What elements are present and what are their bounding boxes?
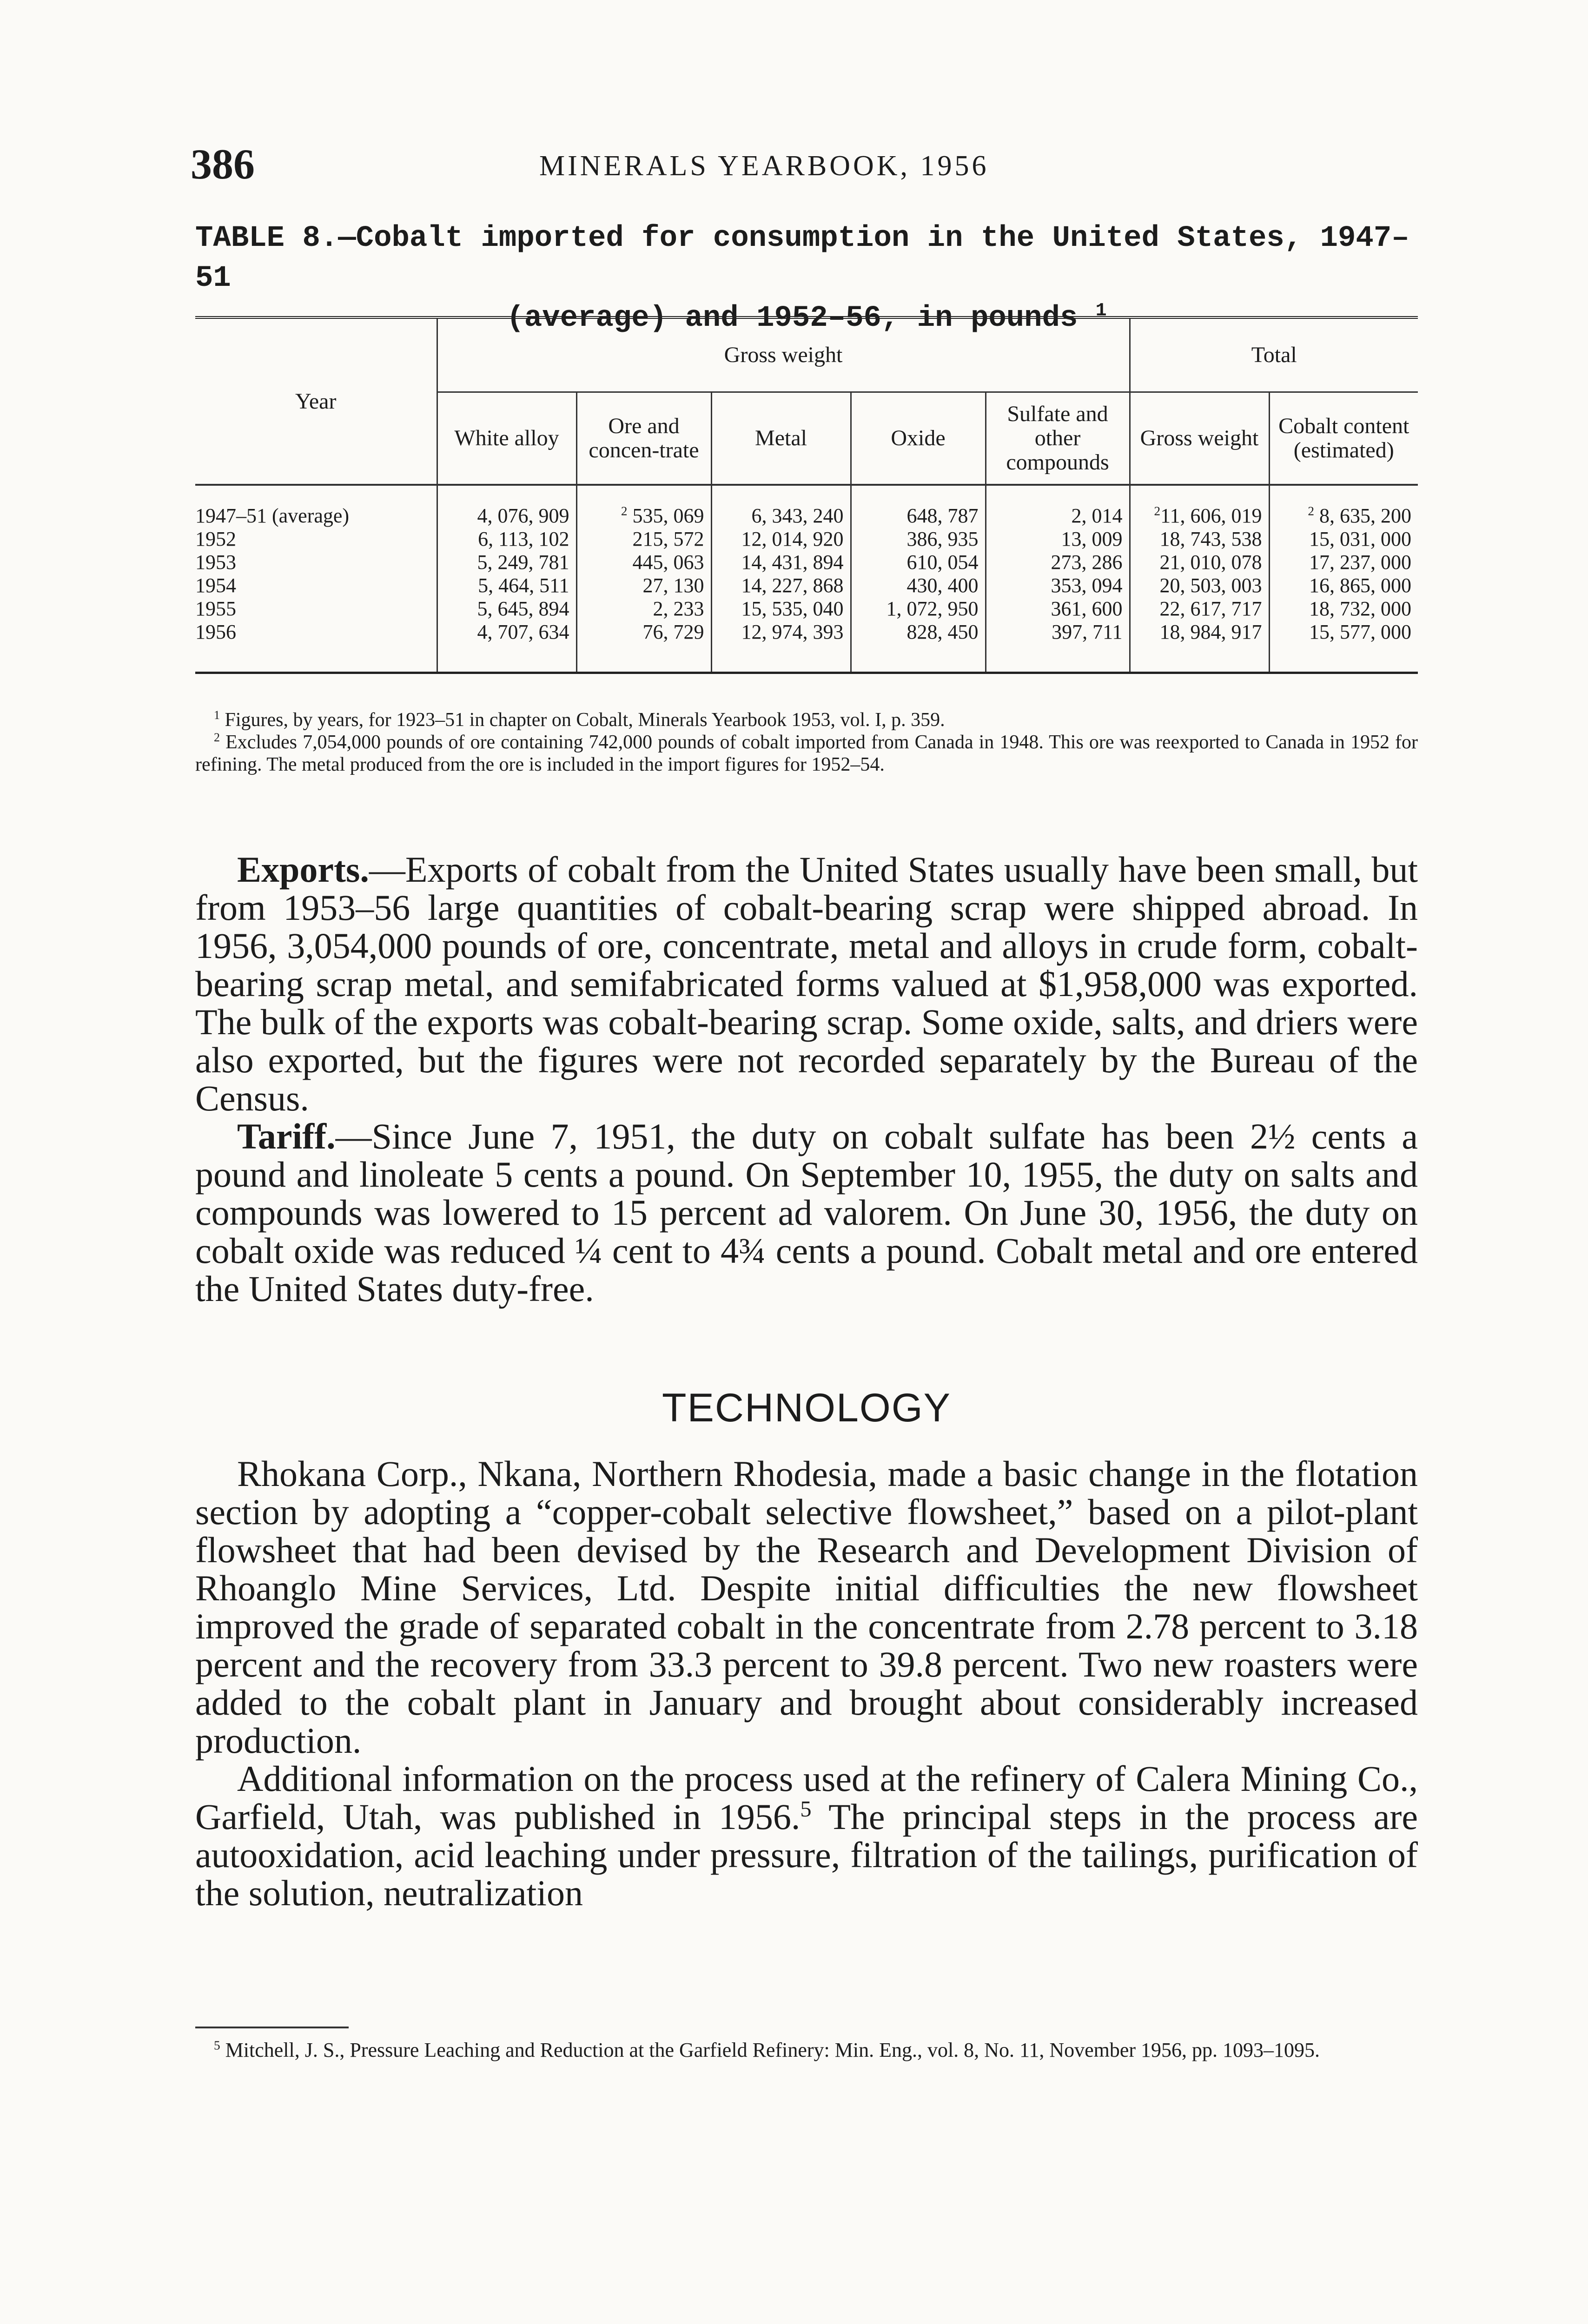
table-note-1-text: Figures, by years, for 1923–51 in chapter on Cobalt, Minerals Yearbook 1953, vol. I, p. 359. bbox=[225, 709, 945, 731]
cell-white-alloy: 4, 076, 909 bbox=[437, 485, 576, 528]
footnote-5-text: Mitchell, J. S., Pressure Leaching and Reduction at the Garfield Refinery: Min. Eng., vol. 8, No. 11, November 1956, pp. 1093–1095. bbox=[225, 2039, 1320, 2061]
page-footnote bbox=[195, 2038, 1418, 2062]
table-row bbox=[195, 597, 1418, 621]
table-note-2 bbox=[195, 731, 1418, 776]
total-group-header: Total bbox=[1130, 317, 1418, 392]
cell-white-alloy: 6, 113, 102 bbox=[437, 528, 576, 551]
cell-metal: 12, 014, 920 bbox=[711, 528, 851, 551]
technology-paragraph-1: Rhokana Corp., Nkana, Northern Rhodesia, made a basic change in the flotation section by adopting a “copper-cobalt selective flowsheet,” based on a pilot-plant flowsheet that had been devised by the Research and Development Division of Rhoanglo Mine Services, Ltd. Despite initial difficulties the new flowsheet improved the grade of separated cobalt in the concentrate from 2.78 percent to 3.18 percent and the recovery from 33.3 percent to 39.8 percent. Two new roasters were added to the cobalt plant in January and brought about considerably increased production. bbox=[195, 1453, 1418, 1761]
exports-label: Exports. bbox=[237, 849, 369, 890]
table-title-note: 1 bbox=[1095, 300, 1107, 321]
cell-cobalt-wrap bbox=[1269, 485, 1418, 528]
table-row bbox=[195, 621, 1418, 673]
col-metal: Metal bbox=[711, 392, 851, 485]
cell-sulfate: 2, 014 bbox=[986, 485, 1130, 528]
cell-metal: 12, 974, 393 bbox=[711, 621, 851, 673]
cell-ore: 76, 729 bbox=[576, 621, 711, 673]
table-row bbox=[195, 528, 1418, 551]
table-footnotes bbox=[195, 709, 1418, 776]
cell-year: 1952 bbox=[195, 528, 236, 550]
exports-tariff-section bbox=[195, 851, 1418, 1308]
col-cobalt-content: Cobalt content (estimated) bbox=[1269, 392, 1418, 485]
cobalt-note-marker: 2 bbox=[1308, 504, 1314, 518]
cell-white-alloy: 5, 249, 781 bbox=[437, 551, 576, 574]
cell-sulfate: 353, 094 bbox=[986, 574, 1130, 597]
cell-ore-wrap bbox=[576, 485, 711, 528]
footnote-5 bbox=[195, 2038, 1418, 2062]
tariff-text: —Since June 7, 1951, the duty on cobalt sulfate has been 2½ cents a pound and linoleate 5 cents a pound. On September 10, 1955, the duty on salts and compounds was lowered to 15 percent ad valorem. On June 30, 1956, the duty on cobalt oxide was reduced ¼ cent to 4¾ cents a pound. Cobalt metal and ore entered the United States duty-free. bbox=[195, 1116, 1418, 1309]
cell-metal: 6, 343, 240 bbox=[711, 485, 851, 528]
gross-note-marker: 2 bbox=[1154, 504, 1161, 518]
cell-cobalt: 17, 237, 000 bbox=[1269, 551, 1418, 574]
cell-oxide: 828, 450 bbox=[851, 621, 986, 673]
cell-gross: 18, 984, 917 bbox=[1130, 621, 1269, 673]
cell-metal: 14, 431, 894 bbox=[711, 551, 851, 574]
cell-cobalt: 8, 635, 200 bbox=[1319, 504, 1411, 527]
cell-sulfate: 397, 711 bbox=[986, 621, 1130, 673]
cell-sulfate: 273, 286 bbox=[986, 551, 1130, 574]
cell-gross: 21, 010, 078 bbox=[1130, 551, 1269, 574]
table-note-1 bbox=[195, 709, 1418, 731]
table-note-2-marker: 2 bbox=[214, 731, 220, 744]
cell-year: 1947–51 (average) bbox=[195, 504, 350, 527]
tariff-paragraph bbox=[195, 1117, 1418, 1308]
cell-white-alloy: 5, 464, 511 bbox=[437, 574, 576, 597]
col-white-alloy: White alloy bbox=[437, 392, 576, 485]
col-oxide: Oxide bbox=[851, 392, 986, 485]
cell-ore: 535, 069 bbox=[632, 504, 704, 527]
technology-section bbox=[195, 1455, 1418, 1912]
cell-sulfate: 361, 600 bbox=[986, 597, 1130, 621]
col-ore-concentrate: Ore and concen-trate bbox=[576, 392, 711, 485]
cell-gross: 20, 503, 003 bbox=[1130, 574, 1269, 597]
technology-paragraph-2-start: Additional information on the process used at the refinery of Calera Mining Co., Garfield, Utah, was published in 1956. bbox=[195, 1758, 1418, 1837]
cell-cobalt: 16, 865, 000 bbox=[1269, 574, 1418, 597]
cell-ore: 445, 063 bbox=[576, 551, 711, 574]
gross-weight-group-header: Gross weight bbox=[437, 317, 1130, 392]
cell-oxide: 648, 787 bbox=[851, 485, 986, 528]
table-note-1-marker: 1 bbox=[214, 708, 220, 722]
ore-note-marker: 2 bbox=[621, 504, 628, 518]
footnote-divider bbox=[195, 2027, 349, 2028]
cell-gross: 11, 606, 019 bbox=[1160, 504, 1262, 527]
cell-metal: 15, 535, 040 bbox=[711, 597, 851, 621]
cell-year: 1956 bbox=[195, 621, 236, 643]
cell-oxide: 386, 935 bbox=[851, 528, 986, 551]
cell-gross-wrap bbox=[1130, 485, 1269, 528]
table-title-prefix: TABLE 8. bbox=[195, 222, 338, 255]
cell-gross: 22, 617, 717 bbox=[1130, 597, 1269, 621]
cell-year: 1955 bbox=[195, 597, 236, 620]
technology-paragraph-2 bbox=[195, 1760, 1418, 1912]
tariff-label: Tariff. bbox=[237, 1116, 336, 1156]
cobalt-imports-table bbox=[195, 316, 1418, 674]
cell-ore: 215, 572 bbox=[576, 528, 711, 551]
cell-metal: 14, 227, 868 bbox=[711, 574, 851, 597]
cell-cobalt: 18, 732, 000 bbox=[1269, 597, 1418, 621]
cell-year: 1953 bbox=[195, 551, 236, 574]
table-title-line1: —Cobalt imported for consumption in the United States, 1947–51 bbox=[195, 222, 1409, 295]
year-header: Year bbox=[195, 317, 437, 485]
col-sulfate-compounds: Sulfate and other compounds bbox=[986, 392, 1130, 485]
cell-gross: 18, 743, 538 bbox=[1130, 528, 1269, 551]
footnote-5-marker: 5 bbox=[214, 2038, 220, 2053]
cell-oxide: 1, 072, 950 bbox=[851, 597, 986, 621]
table-note-2-text: Excludes 7,054,000 pounds of ore containing 742,000 pounds of cobalt imported from Canada in 1948. This ore was reexported to Canada in 1952 for refining. The metal produced from the ore is included in the import figures for 1952–54. bbox=[195, 732, 1418, 775]
technology-heading: TECHNOLOGY bbox=[662, 1386, 952, 1430]
cell-white-alloy: 4, 707, 634 bbox=[437, 621, 576, 673]
cell-cobalt: 15, 577, 000 bbox=[1269, 621, 1418, 673]
table-title-line2: (average) and 1952–56, in pounds bbox=[506, 302, 1078, 335]
exports-text: —Exports of cobalt from the United States usually have been small, but from 1953–56 large quantities of cobalt-bearing scrap were shipped abroad. In 1956, 3,054,000 pounds of ore, concentrate, metal and alloys in crude form, cobalt-bearing scrap metal, and semifabricated forms valued at $1,958,000 was exported. The bulk of the exports was cobalt-bearing scrap. Some oxide, salts, and driers were also exported, but the figures were not recorded separately by the Bureau of the Census. bbox=[195, 849, 1418, 1118]
cell-oxide: 610, 054 bbox=[851, 551, 986, 574]
cell-oxide: 430, 400 bbox=[851, 574, 986, 597]
page-number: 386 bbox=[191, 140, 255, 188]
running-head: MINERALS YEARBOOK, 1956 bbox=[539, 150, 989, 182]
exports-paragraph bbox=[195, 851, 1418, 1117]
cell-year: 1954 bbox=[195, 574, 236, 597]
footnote-reference-5: 5 bbox=[800, 1797, 812, 1822]
cell-white-alloy: 5, 645, 894 bbox=[437, 597, 576, 621]
table-row bbox=[195, 485, 1418, 528]
table-row bbox=[195, 574, 1418, 597]
cell-sulfate: 13, 009 bbox=[986, 528, 1130, 551]
technology-paragraph-2-end: The principal steps in the process are autooxidation, acid leaching under pressure, filtration of the tailings, purification of the solution, neutralization bbox=[195, 1796, 1418, 1913]
col-total-gross-weight: Gross weight bbox=[1130, 392, 1269, 485]
table-row bbox=[195, 551, 1418, 574]
cell-ore: 2, 233 bbox=[576, 597, 711, 621]
cell-cobalt: 15, 031, 000 bbox=[1269, 528, 1418, 551]
cell-ore: 27, 130 bbox=[576, 574, 711, 597]
